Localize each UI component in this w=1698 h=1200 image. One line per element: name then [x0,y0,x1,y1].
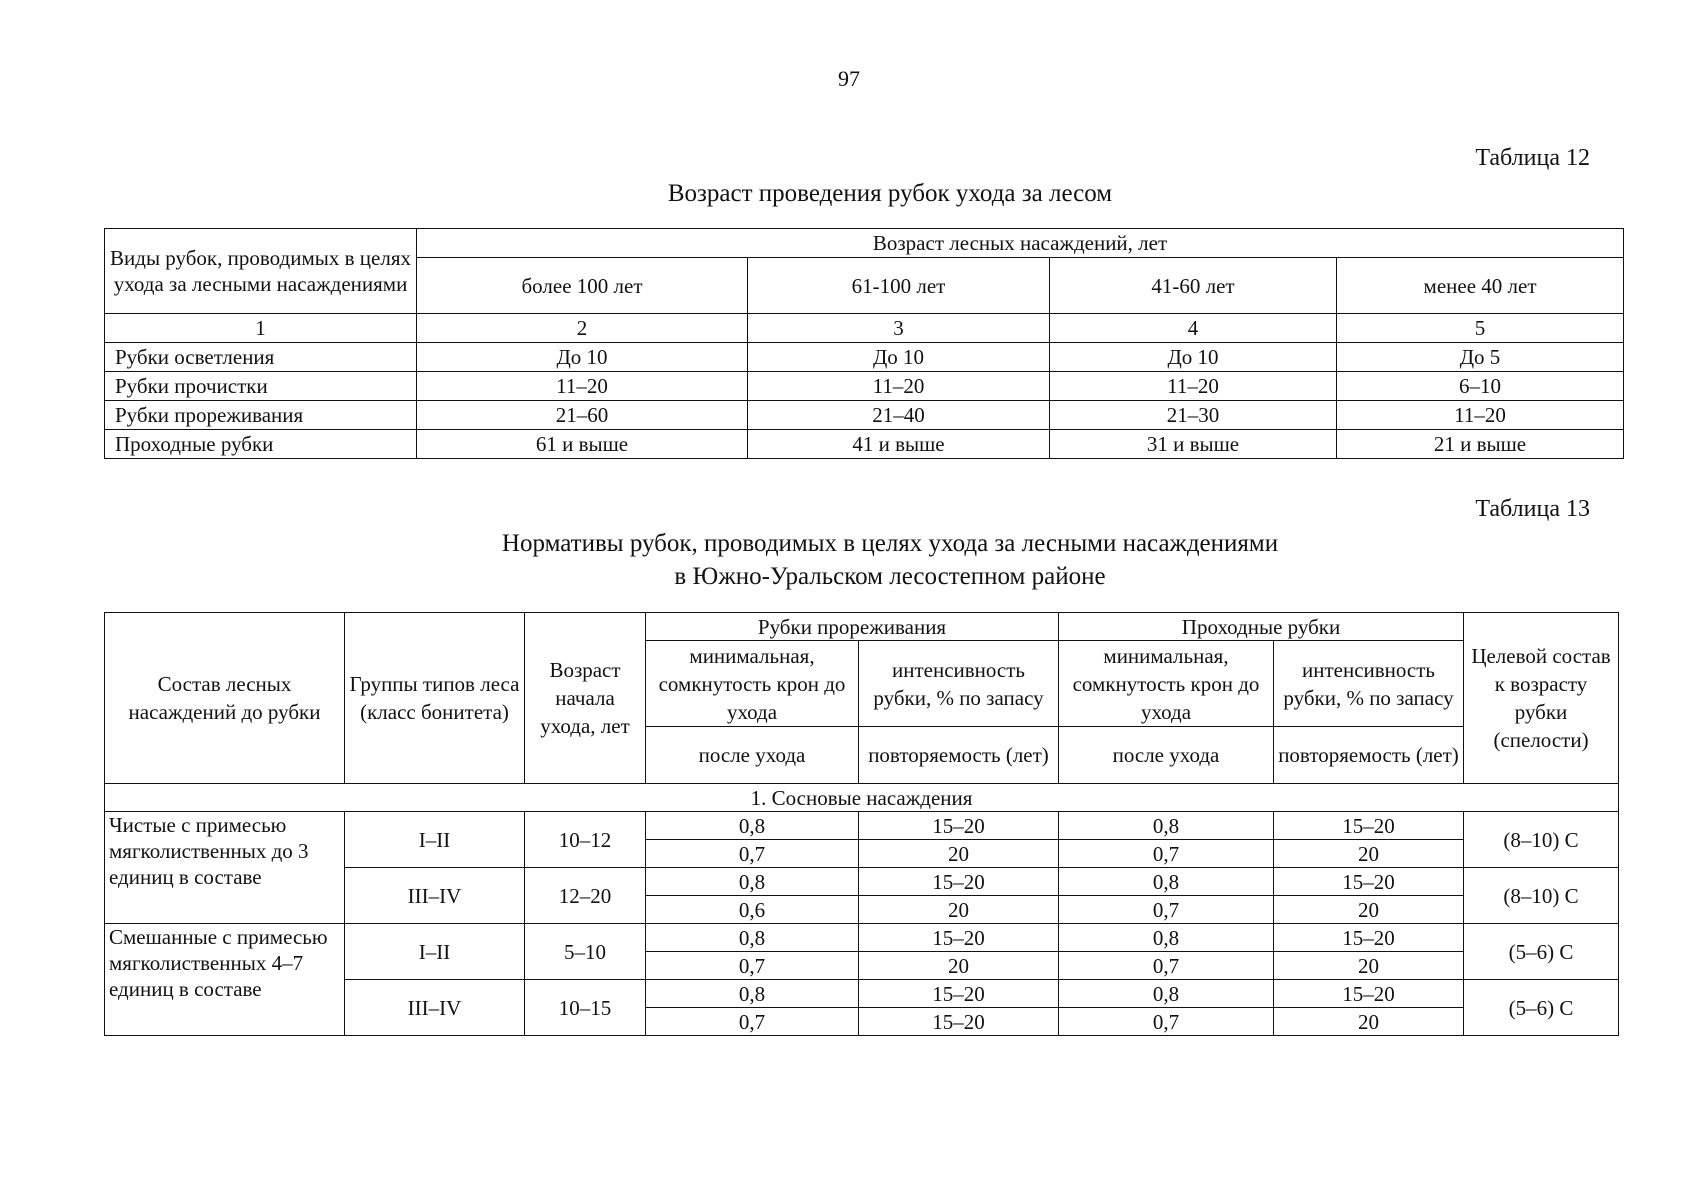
header-cell: Состав лесных насаждений до рубки [105,613,345,784]
header-cell: 41-60 лет [1050,258,1337,314]
table-cell: 0,7 [646,1008,859,1036]
column-number: 1 [105,314,417,343]
header-cell: Возраст лесных насаждений, лет [417,229,1624,258]
table-row [105,613,1619,641]
header-cell: интенсивность рубки, % по запасу [1274,641,1464,727]
table-cell: 20 [859,840,1059,868]
table-cell: 21–30 [1050,401,1337,430]
table-cell: 11–20 [1337,401,1624,430]
table-row [105,924,1619,952]
composition-cell: Чистые с примесью мягколиственных до 3 единиц в составе [105,812,345,924]
table-cell: 15–20 [859,868,1059,896]
column-number: 3 [748,314,1050,343]
table-cell: 0,8 [646,980,859,1008]
table-cell: 61 и выше [417,430,748,459]
page-number: 97 [838,66,860,91]
table-row [105,372,1624,401]
header-cell: Возраст начала ухода, лет [525,613,646,784]
table-cell: 11–20 [417,372,748,401]
row-label: Рубки прочистки [105,372,417,401]
row-label: Рубки осветления [105,343,417,372]
table-row [105,812,1619,840]
target-cell: (5–6) С [1464,980,1619,1036]
column-number: 4 [1050,314,1337,343]
table-cell: 15–20 [859,980,1059,1008]
header-cell: повторяемость (лет) [859,727,1059,784]
table-13-label: Таблица 13 [1475,496,1590,522]
table-cell: 15–20 [859,924,1059,952]
table-row [105,430,1624,459]
table-cell: 15–20 [1274,924,1464,952]
table-cell: 21 и выше [1337,430,1624,459]
table-row [105,314,1624,343]
table-cell: 0,7 [646,840,859,868]
age-cell: 10–12 [525,812,646,868]
table-cell: 0,7 [646,952,859,980]
header-cell: более 100 лет [417,258,748,314]
table-cell: 0,8 [1059,924,1274,952]
table-cell: 20 [859,896,1059,924]
table-cell: До 10 [1050,343,1337,372]
table-cell: 6–10 [1337,372,1624,401]
table-12-title: Возраст проведения рубок ухода за лесом [667,180,1113,207]
table-cell: 11–20 [1050,372,1337,401]
table-cell: 20 [1274,840,1464,868]
table-cell: 21–60 [417,401,748,430]
forest-type-cell: III–IV [345,980,525,1036]
table-cell: 15–20 [1274,868,1464,896]
table-cell: 20 [1274,952,1464,980]
table-row [105,343,1624,372]
table-cell: 11–20 [748,372,1050,401]
table-cell: 0,8 [646,924,859,952]
header-cell: минимальная, сомкнутость крон до ухода [646,641,859,727]
composition-cell: Смешанные с примесью мягколиственных 4–7 единиц в составе [105,924,345,1036]
section-row: 1. Сосновые насаждения [105,784,1619,812]
table-cell: 0,7 [1059,952,1274,980]
table-cell: 41 и выше [748,430,1050,459]
table-cell: 20 [1274,896,1464,924]
table-cell: 0,8 [646,812,859,840]
header-cell: Группы типов леса (класс бонитета) [345,613,525,784]
table-12 [104,228,1624,459]
table-cell: До 10 [417,343,748,372]
table-cell: 0,7 [1059,1008,1274,1036]
header-cell: интенсивность рубки, % по запасу [859,641,1059,727]
header-cell: менее 40 лет [1337,258,1624,314]
table-12-label: Таблица 12 [1475,145,1590,171]
table-cell: 20 [859,952,1059,980]
row-label: Проходные рубки [105,430,417,459]
target-cell: (8–10) С [1464,868,1619,924]
forest-type-cell: I–II [345,924,525,980]
table-cell: 15–20 [859,812,1059,840]
table-cell: 15–20 [1274,980,1464,1008]
row-label: Рубки прореживания [105,401,417,430]
table-cell: 31 и выше [1050,430,1337,459]
header-cell: Проходные рубки [1059,613,1464,641]
table-13-title-line2: в Южно-Уральском лесостепном районе [674,563,1106,590]
table-cell: 0,8 [1059,980,1274,1008]
header-cell: Рубки прореживания [646,613,1059,641]
table-cell: 21–40 [748,401,1050,430]
target-cell: (8–10) С [1464,812,1619,868]
column-number: 5 [1337,314,1624,343]
header-cell: минимальная, сомкнутость крон до ухода [1059,641,1274,727]
forest-type-cell: III–IV [345,868,525,924]
table-cell: 0,8 [646,868,859,896]
table-cell: До 10 [748,343,1050,372]
table-cell: 0,6 [646,896,859,924]
age-cell: 10–15 [525,980,646,1036]
table-cell: До 5 [1337,343,1624,372]
table-cell: 15–20 [1274,812,1464,840]
forest-type-cell: I–II [345,812,525,868]
header-cell: после ухода [646,727,859,784]
table-row [105,784,1619,812]
column-number: 2 [417,314,748,343]
table-13 [104,612,1619,1036]
header-cell: повторяемость (лет) [1274,727,1464,784]
table-13-title-line1: Нормативы рубок, проводимых в целях ухода за лесными насаждениями [501,530,1279,557]
table-cell: 15–20 [859,1008,1059,1036]
target-cell: (5–6) С [1464,924,1619,980]
age-cell: 12–20 [525,868,646,924]
age-cell: 5–10 [525,924,646,980]
header-cell: Целевой состав к возрасту рубки (спелости) [1464,613,1619,784]
table-cell: 0,7 [1059,896,1274,924]
table-row [105,401,1624,430]
header-cell: 61-100 лет [748,258,1050,314]
table-cell: 20 [1274,1008,1464,1036]
table-row [105,229,1624,258]
header-cell: после ухода [1059,727,1274,784]
table-cell: 0,7 [1059,840,1274,868]
table-cell: 0,8 [1059,812,1274,840]
table-cell: 0,8 [1059,868,1274,896]
header-cell: Виды рубок, проводимых в целях ухода за лесными насаждениями [105,229,417,314]
